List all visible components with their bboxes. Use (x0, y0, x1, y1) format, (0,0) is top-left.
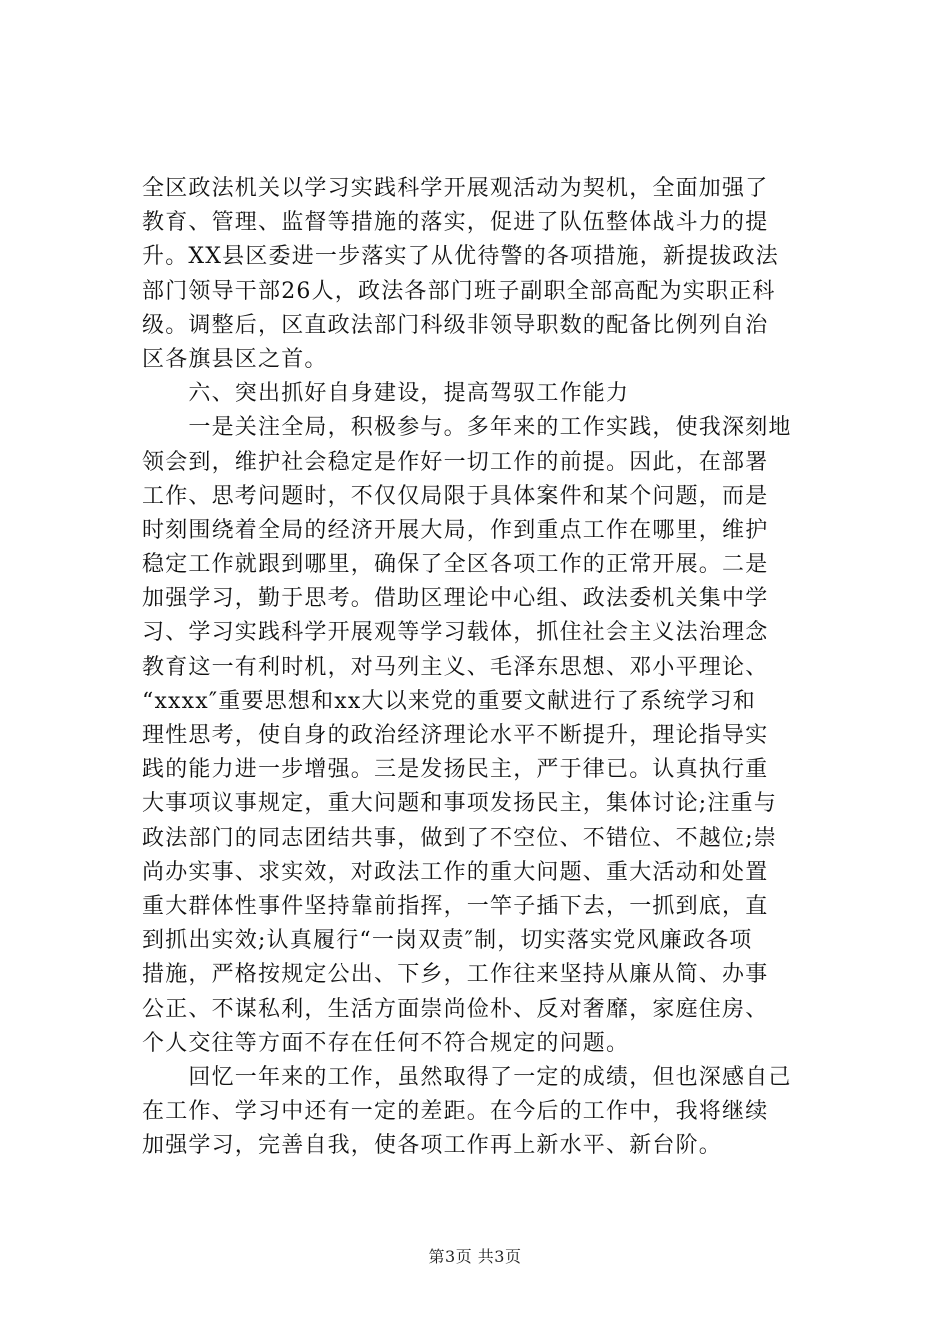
page-footer: 第3页 共3页 (428, 1247, 522, 1266)
text-line: 全区政法机关以学习实践科学开展观活动为契机，全面加强了 (142, 176, 769, 201)
text-line: 公正、不谋私利，生活方面崇尚俭朴、反对奢靡，家庭住房、 (142, 996, 769, 1022)
text-line: 部门领导干部26人，政法各部门班子副职全部高配为实职正科 (142, 278, 776, 304)
text-line: 稳定工作就跟到哪里，确保了全区各项工作的正常开展。二是 (142, 552, 769, 578)
text-line: 理性思考，使自身的政治经济理论水平不断提升，理论指导实 (142, 723, 769, 748)
document-body (142, 172, 812, 1163)
text-line: 习、学习实践科学开展观等学习载体，抓住社会主义法治理念 (142, 620, 769, 646)
text-line: 领会到，维护社会稳定是作好一切工作的前提。因此，在部署 (142, 449, 769, 475)
text-line: 教育这一有利时机，对马列主义、毛泽东思想、邓小平理论、 (142, 654, 769, 680)
text-line: 在工作、学习中还有一定的差距。在今后的工作中，我将继续 (142, 1099, 769, 1125)
text-line: 区各旗县区之首。 (142, 346, 328, 372)
text-line: 级。调整后，区直政法部门科级非领导职数的配备比例列自治 (142, 312, 769, 338)
text-line: “xxxx″重要思想和xx大以来党的重要文献进行了系统学习和 (142, 688, 756, 714)
text-line: 重大群体性事件坚持靠前指挥，一竿子插下去，一抓到底，直 (142, 893, 769, 919)
text-line: 教育、管理、监督等措施的落实，促进了队伍整体战斗力的提 (142, 210, 769, 236)
text-line: 到抓出实效;认真履行“一岗双责″制，切实落实党风廉政各项 (142, 928, 753, 954)
text-line: 回忆一年来的工作，虽然取得了一定的成绩，但也深感自己 (142, 1064, 792, 1090)
text-line: 加强学习，勤于思考。借助区理论中心组、政法委机关集中学 (142, 586, 769, 612)
text-line: 尚办实事、求实效，对政法工作的重大问题、重大活动和处置 (142, 859, 769, 885)
text-line: 措施，严格按规定公出、下乡，工作往来坚持从廉从简、办事 (142, 962, 769, 988)
text-line: 政法部门的同志团结共事，做到了不空位、不错位、不越位;崇 (142, 825, 778, 851)
text-line: 加强学习，完善自我，使各项工作再上新水平、新台阶。 (142, 1133, 723, 1159)
text-line: 一是关注全局，积极参与。多年来的工作实践，使我深刻地 (142, 415, 792, 441)
text-line: 大事项议事规定，重大问题和事项发扬民主，集体讨论;注重与 (142, 791, 778, 817)
text-line: 践的能力进一步增强。三是发扬民主，严于律已。认真执行重 (142, 757, 769, 783)
text-line: 个人交往等方面不存在任何不符合规定的问题。 (142, 1030, 630, 1056)
text-line: 时刻围绕着全局的经济开展大局，作到重点工作在哪里，维护 (142, 517, 769, 543)
section-heading: 六、突出抓好自身建设，提高驾驭工作能力 (142, 381, 630, 407)
text-line: 升。XX县区委进一步落实了从优待警的各项措施，新提拔政法 (142, 244, 779, 270)
text-line: 工作、思考问题时，不仅仅局限于具体案件和某个问题，而是 (142, 483, 769, 509)
